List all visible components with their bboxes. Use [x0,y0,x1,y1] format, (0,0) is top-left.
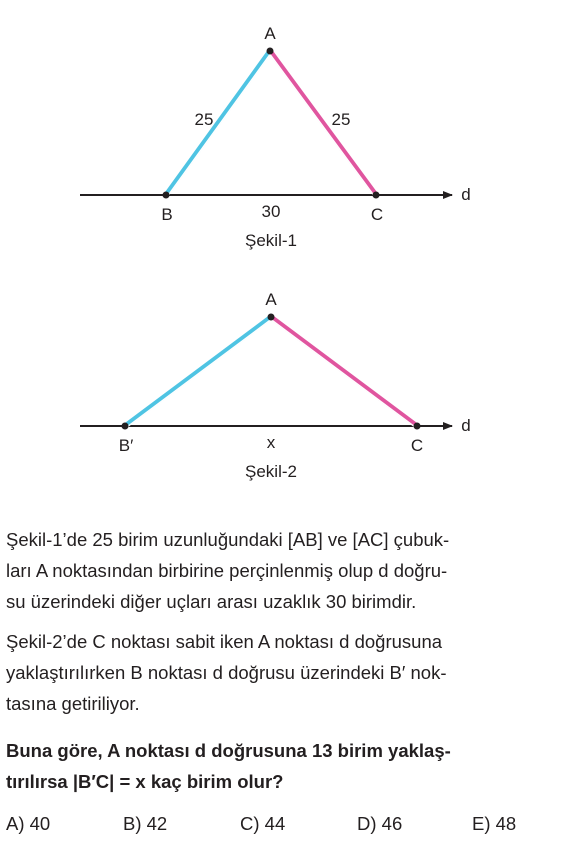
caption-figure-2: Şekil-2 [245,462,297,481]
point-b-prime-2 [122,423,129,430]
label-ac-length-1: 25 [331,110,351,129]
point-c-2 [414,423,421,430]
paragraph-1-line: ları A noktasından birbirine perçinlenmiş olup d doğru- [6,560,448,581]
label-base-1: 30 [261,202,281,221]
option-value: 40 [29,813,51,834]
rod-ab-2 [125,317,271,426]
paragraph-2-line: tasına getiriliyor. [6,693,140,714]
rod-ac-2-highlight [270,319,416,428]
point-c-1 [373,192,380,199]
option-key: B) [123,813,142,834]
paragraph-1-line: Şekil-1’de 25 birim uzunluğundaki [AB] ve [AC] çubuk- [6,529,450,550]
option-value: 48 [495,813,517,834]
rod-ac-1 [270,51,376,195]
point-a-1 [267,48,274,55]
label-a-1: A [264,24,276,43]
label-b-1: B [161,205,173,224]
paragraph-1 [6,524,552,617]
paragraph-2 [6,626,552,719]
option-value: 42 [146,813,168,834]
rod-ab-2-highlight [126,319,272,428]
option-key: C) [240,813,260,834]
question-text [6,735,552,797]
label-c-2: C [410,436,424,455]
label-d-2: d [461,416,471,435]
rod-ac-2 [271,317,417,426]
option-d[interactable] [357,813,402,835]
option-key: A) [6,813,25,834]
option-b[interactable] [123,813,167,835]
label-a-2: A [265,290,277,309]
point-a-2 [268,314,275,321]
option-e[interactable] [472,813,516,835]
option-value: 44 [264,813,286,834]
rod-ab-1 [166,51,270,195]
label-c-1: C [370,205,384,224]
option-c[interactable] [240,813,285,835]
label-ab-length-1: 25 [194,110,214,129]
paragraph-2-line: Şekil-2’de C noktası sabit iken A noktası d doğrusuna [6,631,443,652]
option-a[interactable] [6,813,50,835]
paragraph-1-line: su üzerindeki diğer uçları arası uzaklık 30 birimdir. [6,591,417,612]
option-value: 46 [381,813,403,834]
option-key: E) [472,813,491,834]
answer-options [6,813,556,843]
rod-ab-1-highlight [168,52,272,196]
label-d-1: d [461,185,471,204]
question-line: tırılırsa |B′C| = x kaç birim olur? [6,771,284,792]
figure-2 [80,290,471,481]
paragraph-2-line: yaklaştırılırken B noktası d doğrusu üzerindeki B′ nok- [6,662,447,683]
figure-1 [80,24,471,250]
option-key: D) [357,813,377,834]
label-b-prime-2: B′ [118,436,134,455]
label-base-2: x [266,433,276,452]
caption-figure-1: Şekil-1 [245,231,297,250]
point-b-1 [163,192,170,199]
question-line: Buna göre, A noktası d doğrusuna 13 birim yaklaş- [6,740,451,761]
rod-ac-1-highlight [268,52,374,196]
